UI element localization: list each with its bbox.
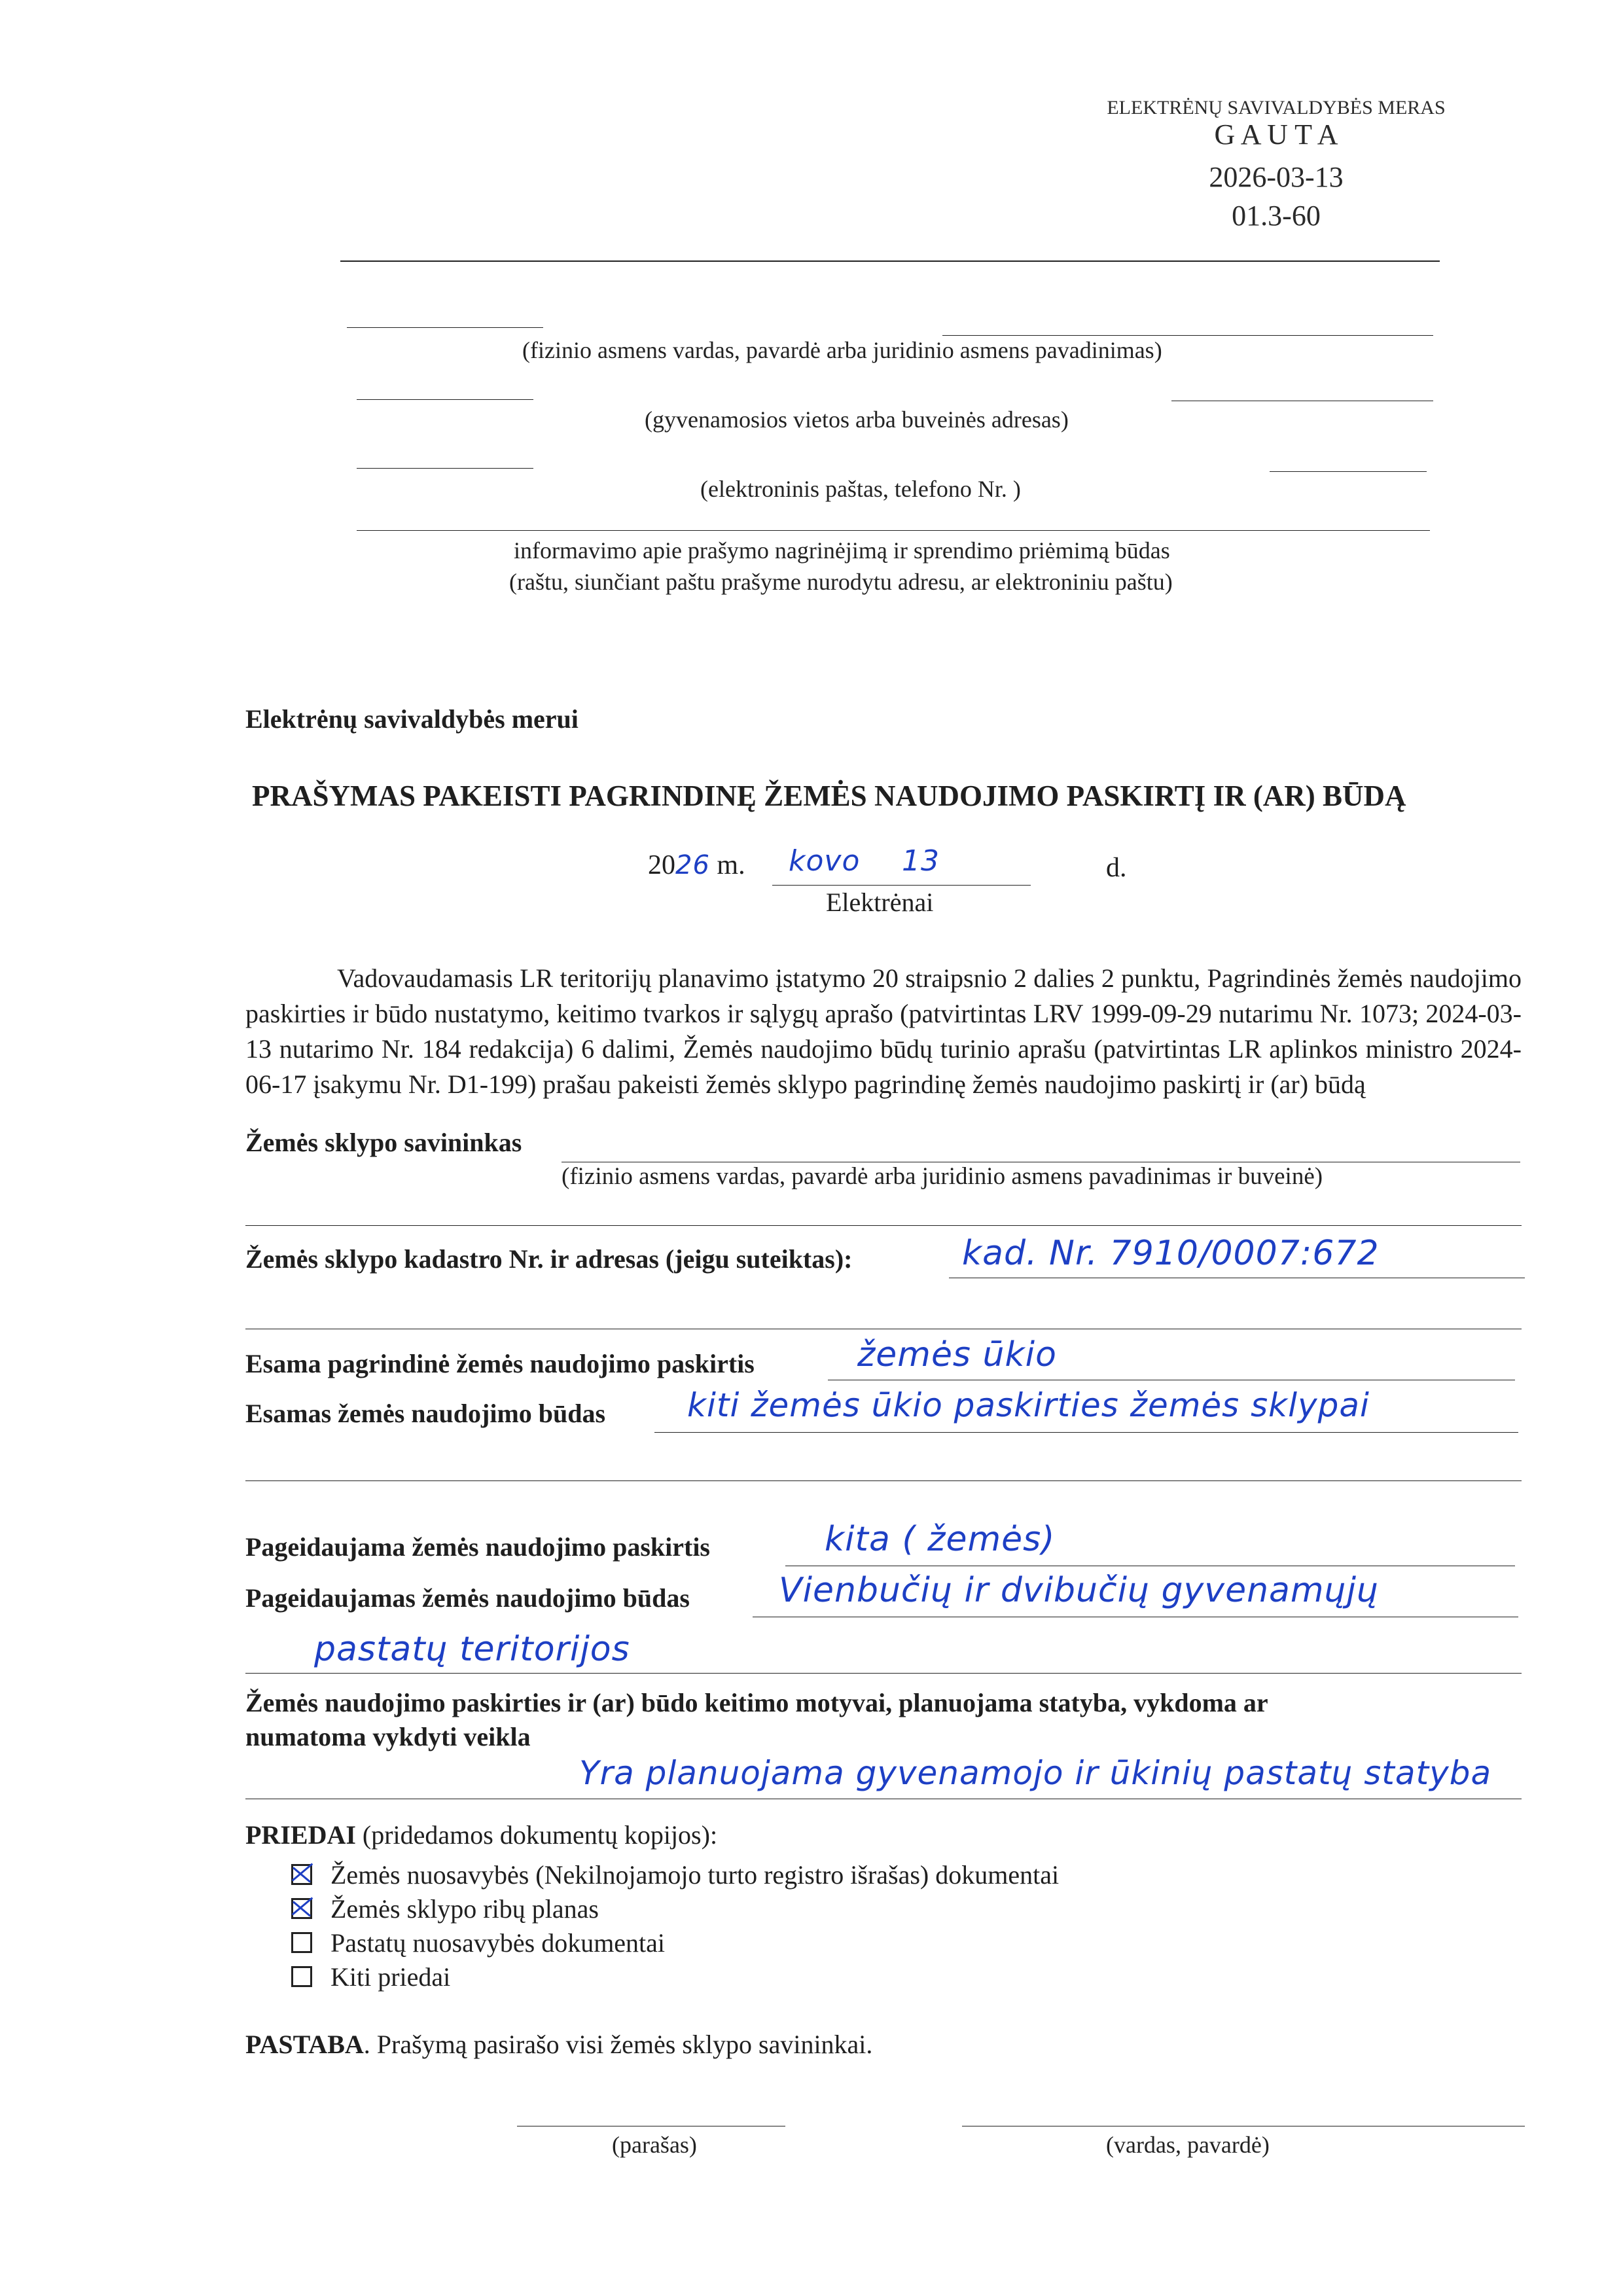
- year-suffix: m.: [717, 850, 745, 880]
- inform-caption-2: (raštu, siunčiant paštu prašyme nurodytu adresu, ar elektroniniu paštu): [509, 569, 1173, 595]
- cadastre-value: kad. Nr. 7910/0007:672: [962, 1234, 1380, 1273]
- attachment-checkbox[interactable]: [291, 1932, 312, 1953]
- inform-caption-1: informavimo apie prašymo nagrinėjimą ir sprendimo priėmimą būdas: [514, 537, 1170, 564]
- attachment-label: Žemės sklypo ribų planas: [330, 1893, 599, 1924]
- request-body: Vadovaudamasis LR teritorijų planavimo įstatymo 20 straipsnio 2 dalies 2 punktu, Pagrindinės žemės naudojimo paskirties ir būdo nustatymo, keitimo tvarkos ir sąlygų aprašo (patvirtintas LRV 1999-09-29 nutarimu Nr. 1073; 2024-03-13 nutarimo Nr. 184 redakcija) 6 dalimi, Žemės naudojimo būdų turinio aprašu (patvirtintas LR aplinkos ministro 2024-06-17 įsakymu Nr. D1-199) prašau pakeisti žemės sklypo pagrindinę žemės naudojimo paskirtį ir (ar) būdą: [245, 963, 1522, 1099]
- contacts-line-right: [1270, 471, 1427, 472]
- desired-use-value-2: pastatų teritorijos: [314, 1630, 630, 1669]
- stamp-received: G A U T A: [1214, 118, 1338, 151]
- date-underline: [772, 885, 1031, 886]
- name-caption: (fizinio asmens vardas, pavardė arba juridinio asmens pavadinimas): [522, 337, 1162, 363]
- desired-purpose-label: Pageidaujama žemės naudojimo paskirtis: [245, 1532, 710, 1562]
- attachment-checkbox-checked[interactable]: [291, 1898, 312, 1919]
- note-bold: PASTABA: [245, 2030, 364, 2059]
- attachment-item: [291, 1892, 1059, 1926]
- attachments-list: [291, 1857, 1059, 1994]
- day-handwritten: 13: [902, 844, 940, 878]
- attachments-heading-bold: PRIEDAI: [245, 1820, 356, 1850]
- cadastre-label: Žemės sklypo kadastro Nr. ir adresas (jeigu suteiktas):: [245, 1244, 853, 1274]
- current-use-line: [654, 1432, 1518, 1433]
- contacts-line-left: [357, 468, 533, 469]
- day-suffix: d.: [1106, 853, 1127, 883]
- registration-stamp: [1021, 97, 1531, 232]
- attachment-label: Pastatų nuosavybės dokumentai: [330, 1928, 666, 1958]
- signature-caption: (parašas): [612, 2132, 697, 2158]
- attachment-checkbox-checked[interactable]: [291, 1864, 312, 1885]
- note: [245, 2029, 872, 2060]
- desired-purpose-value: kita ( žemės): [825, 1520, 1056, 1559]
- motives-label-2: numatoma vykdyti veikla: [245, 1722, 531, 1751]
- contacts-caption: (elektroninis paštas, telefono Nr. ): [700, 476, 1021, 502]
- current-purpose-value: žemės ūkio: [857, 1335, 1057, 1374]
- motives-label-1: Žemės naudojimo paskirties ir (ar) būdo keitimo motyvai, planuojama statyba, vykdoma ar: [245, 1688, 1268, 1717]
- year-handwritten: 26: [675, 850, 710, 880]
- stamp-org: ELEKTRĖNŲ SAVIVALDYBĖS MERAS: [1107, 97, 1446, 118]
- current-use-value: kiti žemės ūkio paskirties žemės sklypai: [687, 1386, 1370, 1424]
- year-prefix: 20: [648, 850, 675, 880]
- owner-extra-line: [245, 1225, 1522, 1226]
- desired-use-value-1: Vienbučių ir dvibučių gyvenamųjų: [779, 1571, 1379, 1610]
- address-caption: (gyvenamosios vietos arba buveinės adresas): [645, 406, 1069, 433]
- attachments-heading-rest: (pridedamos dokumentų kopijos):: [355, 1820, 718, 1850]
- form-title: PRAŠYMAS PAKEISTI PAGRINDINĘ ŽEMĖS NAUDOJIMO PASKIRTĮ IR (AR) BŪDĄ: [252, 780, 1406, 812]
- address-line-left: [357, 399, 533, 400]
- addressee: Elektrėnų savivaldybės merui: [245, 704, 579, 734]
- name-line-right: [942, 335, 1433, 336]
- header-top-rule: [340, 260, 1440, 262]
- motives-value: Yra planuojama gyvenamojo ir ūkinių pastatų statyba: [579, 1754, 1492, 1792]
- desired-use-extra-line: [245, 1673, 1522, 1674]
- attachment-item: [291, 1926, 1059, 1960]
- month-handwritten: kovo: [789, 844, 861, 878]
- attachment-item: [291, 1857, 1059, 1892]
- current-purpose-label: Esama pagrindinė žemės naudojimo paskirtis: [245, 1349, 755, 1378]
- current-use-label: Esamas žemės naudojimo būdas: [245, 1399, 606, 1428]
- attachments-heading: [245, 1820, 717, 1850]
- stamp-date: 2026-03-13: [1209, 161, 1344, 193]
- owner-label: Žemės sklypo savininkas: [245, 1128, 522, 1157]
- attachment-checkbox[interactable]: [291, 1966, 312, 1987]
- desired-use-label: Pageidaujamas žemės naudojimo būdas: [245, 1583, 690, 1613]
- name-signature-caption: (vardas, pavardė): [1106, 2132, 1270, 2158]
- inform-line: [357, 530, 1430, 531]
- place: Elektrėnai: [826, 888, 934, 917]
- owner-caption: (fizinio asmens vardas, pavardė arba juridinio asmens pavadinimas ir buveinė): [562, 1163, 1323, 1190]
- note-text: . Prašymą pasirašo visi žemės sklypo savininkai.: [363, 2030, 873, 2059]
- stamp-reg-no: 01.3-60: [1232, 200, 1321, 232]
- date-line: [648, 850, 745, 881]
- current-use-extra-line: [245, 1480, 1522, 1481]
- attachment-label: Kiti priedai: [330, 1962, 451, 1992]
- attachment-item: [291, 1960, 1059, 1994]
- name-line-left: [347, 327, 543, 328]
- attachment-label: Žemės nuosavybės (Nekilnojamojo turto registro išrašas) dokumentai: [330, 1859, 1060, 1890]
